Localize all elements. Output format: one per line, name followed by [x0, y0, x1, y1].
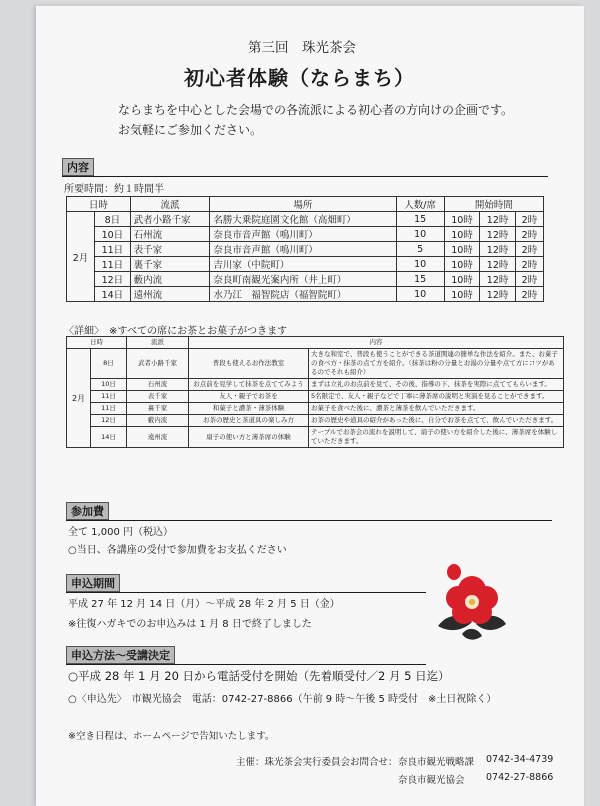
- time-cell: 12時: [480, 242, 516, 257]
- contact1-tel: 0742-34-4739: [486, 754, 554, 765]
- intro-line: ならまちを中心とした会場での各流派による初心者の方向けの企画です。: [118, 103, 514, 117]
- schedule-row: [67, 272, 544, 287]
- topic-cell: 普段も使えるお作法教室: [189, 349, 309, 379]
- time-cell: 12時: [480, 272, 516, 287]
- time-cell: 10時: [444, 242, 480, 257]
- details-row: [67, 349, 564, 379]
- details-row: [67, 379, 564, 391]
- day-cell: 10日: [95, 227, 131, 242]
- duration: 所要時間：約１時間半: [64, 184, 164, 195]
- people-cell: 5: [396, 242, 444, 257]
- time-cell: 10時: [444, 212, 480, 227]
- day-cell: 11日: [95, 242, 131, 257]
- school-cell: 武者小路千家: [130, 212, 210, 227]
- period-heading: 申込期間: [66, 574, 426, 593]
- topic-cell: お点前を見学して抹茶を点ててみよう: [189, 379, 309, 391]
- people-cell: 10: [396, 287, 444, 302]
- period-note: ※往復ハガキでのお申込みは 1 月 8 日で終了しました: [68, 619, 312, 630]
- time-cell: 10時: [444, 227, 480, 242]
- topic-cell: 扇子の使い方と薄茶席の体験: [189, 427, 309, 448]
- time-cell: 10時: [444, 257, 480, 272]
- intro-text: [118, 100, 513, 140]
- day-cell: 12日: [95, 272, 131, 287]
- people-cell: 10: [396, 227, 444, 242]
- school-cell: 藪内流: [127, 415, 189, 427]
- contact-label: お問合せ：: [350, 757, 398, 768]
- day-cell: 14日: [95, 287, 131, 302]
- time-cell: 2時: [515, 212, 543, 227]
- footnote: ※空き日程は、ホームページで告知いたします。: [68, 731, 275, 742]
- col-header: 人数/席: [396, 197, 444, 212]
- day-cell: 10日: [91, 379, 127, 391]
- fee-heading: 参加費: [66, 502, 552, 521]
- contact2-tel: 0742-27-8866: [486, 772, 554, 783]
- school-cell: 藪内流: [130, 272, 210, 287]
- details-heading: 〈詳細〉 ※すべての席にお茶とお菓子がつきます: [64, 326, 288, 337]
- description-cell: お茶の歴史や道具の紹介があった後に、自分でお茶を点てて、飲んでいただきます。: [309, 415, 564, 427]
- time-cell: 12時: [480, 212, 516, 227]
- place-cell: 吉川家（中院町）: [210, 257, 396, 272]
- contact2-name: 奈良市観光協会: [398, 775, 465, 786]
- details-row: [67, 391, 564, 403]
- school-cell: 裏千家: [130, 257, 210, 272]
- col-header: 流派: [127, 337, 189, 349]
- place-cell: 名勝大乗院庭園文化館（高畑町）: [210, 212, 396, 227]
- people-cell: 10: [396, 257, 444, 272]
- col-header: 内容: [189, 337, 564, 349]
- main-title: 初心者体験（ならまち）: [184, 66, 415, 90]
- col-header: 日時: [67, 197, 131, 212]
- school-cell: 表千家: [130, 242, 210, 257]
- place-cell: 奈良町南観光案内所（井上町）: [210, 272, 396, 287]
- time-cell: 2時: [515, 272, 543, 287]
- description-cell: 大きな和室で、普段も使うことができる茶道関連の簡単な作法を紹介。また、お菓子の食べ方・抹茶の点て方を紹介。（抹茶は粉の分量とお湯の分量や点て方にコツがあるのでそれも紹介）: [309, 349, 564, 379]
- series-title: 第三回 珠光茶会: [248, 40, 356, 56]
- col-header: 開始時間: [444, 197, 543, 212]
- time-cell: 12時: [480, 287, 516, 302]
- place-cell: 水乃江 福智院店（福智院町）: [210, 287, 396, 302]
- school-cell: 表千家: [127, 391, 189, 403]
- school-cell: 裏千家: [127, 403, 189, 415]
- col-header: 場所: [210, 197, 396, 212]
- place-cell: 奈良市音声館（鳴川町）: [210, 242, 396, 257]
- apply-line2: ○〈申込先〉 市観光協会 電話：0742-27-8866（午前 9 時〜午後 5 時受付 ※土日祝除く）: [68, 694, 497, 705]
- col-header: 日時: [67, 337, 127, 349]
- people-cell: 15: [396, 272, 444, 287]
- day-cell: 14日: [91, 427, 127, 448]
- camellia-illustration: [432, 560, 512, 644]
- description-cell: お菓子を食べた後に、濃茶と薄茶を飲んでいただきます。: [309, 403, 564, 415]
- day-cell: 11日: [91, 391, 127, 403]
- time-cell: 12時: [480, 257, 516, 272]
- topic-cell: 友人・親子でお茶を: [189, 391, 309, 403]
- schedule-row: [67, 227, 544, 242]
- description-cell: まずは立礼のお点前を見て、その後、指導の下、抹茶を実際に点ててもらいます。: [309, 379, 564, 391]
- school-cell: 石州流: [127, 379, 189, 391]
- schedule-row: [67, 287, 544, 302]
- month-cell: 2月: [67, 349, 91, 448]
- day-cell: 8日: [91, 349, 127, 379]
- schedule-row: [67, 242, 544, 257]
- time-cell: 2時: [515, 287, 543, 302]
- description-cell: テーブルでお茶会の流れを説明して、扇子の使い方を紹介した後に、薄茶席を体験していただきます。: [309, 427, 564, 448]
- details-row: [67, 403, 564, 415]
- place-cell: 奈良市音声館（鳴川町）: [210, 227, 396, 242]
- time-cell: 2時: [515, 257, 543, 272]
- people-cell: 15: [396, 212, 444, 227]
- details-table: [66, 336, 564, 448]
- schedule-row: [67, 212, 544, 227]
- fee-amount: 全て 1,000 円（税込）: [68, 527, 173, 538]
- schedule-table: [66, 196, 544, 302]
- time-cell: 10時: [444, 287, 480, 302]
- apply-heading: 申込方法〜受講決定: [66, 646, 426, 665]
- col-header: 流派: [130, 197, 210, 212]
- day-cell: 11日: [91, 403, 127, 415]
- school-cell: 遠州流: [127, 427, 189, 448]
- time-cell: 2時: [515, 242, 543, 257]
- school-cell: 石州流: [130, 227, 210, 242]
- contact1-name: 奈良市観光戦略課: [398, 757, 475, 768]
- time-cell: 12時: [480, 227, 516, 242]
- topic-cell: 和菓子と濃茶・薄茶体験: [189, 403, 309, 415]
- day-cell: 12日: [91, 415, 127, 427]
- school-cell: 遠州流: [130, 287, 210, 302]
- apply-line1: ○平成 28 年 1 月 20 日から電話受付を開始（先着順受付／2 月 5 日迄）: [68, 669, 450, 683]
- contents-heading: 内容: [62, 158, 548, 177]
- day-cell: 8日: [95, 212, 131, 227]
- time-cell: 10時: [444, 272, 480, 287]
- intro-line: お気軽にご参加ください。: [118, 123, 263, 137]
- month-cell: 2月: [67, 212, 95, 302]
- organizer: 主催：珠光茶会実行委員会: [236, 757, 351, 768]
- time-cell: 2時: [515, 227, 543, 242]
- details-row: [67, 427, 564, 448]
- schedule-row: [67, 257, 544, 272]
- fee-note: ○当日、各講座の受付で参加費をお支払ください: [68, 545, 287, 556]
- period-dates: 平成 27 年 12 月 14 日（月）〜平成 28 年 2 月 5 日（金）: [68, 599, 340, 610]
- description-cell: 5名限定で、友人・親子などで丁寧に薄茶席の説明と実演を見ることができます。: [309, 391, 564, 403]
- school-cell: 武者小路千家: [127, 349, 189, 379]
- topic-cell: お茶の歴史と茶道具の楽しみ方: [189, 415, 309, 427]
- details-row: [67, 415, 564, 427]
- day-cell: 11日: [95, 257, 131, 272]
